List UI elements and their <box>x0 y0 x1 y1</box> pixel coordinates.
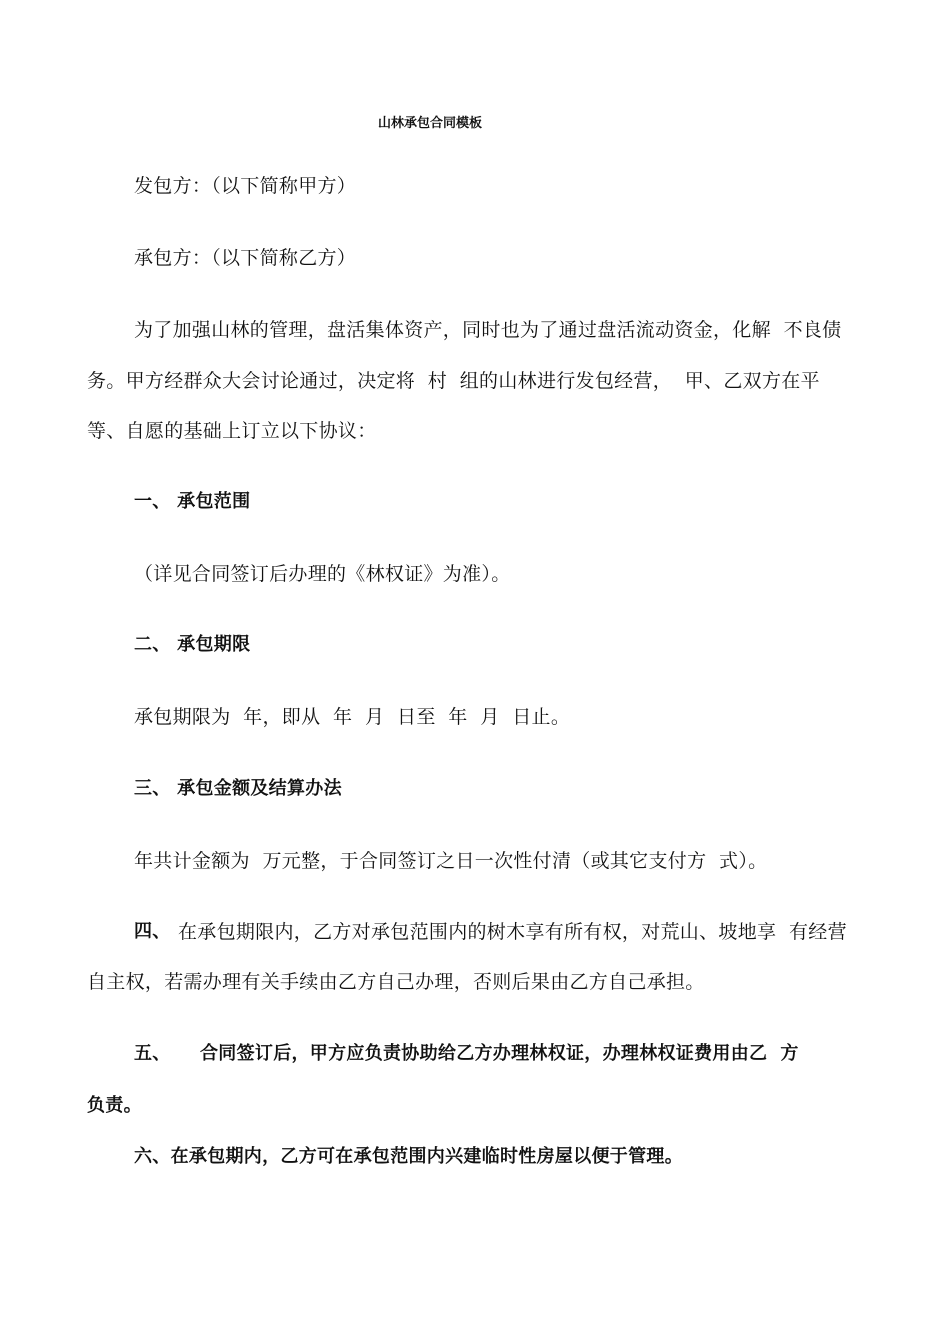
section-2-body: 承包期限为 年，即从 年 月 日至 年 月 日止。 <box>134 706 571 728</box>
party-a-line: 发包方：（以下简称甲方） <box>134 175 357 197</box>
section-5-label: 五、 <box>134 1043 171 1064</box>
section-5-line-1: 合同签订后，甲方应负责协助给乙方办理林权证，办理林权证费用由乙 方 <box>200 1043 799 1064</box>
section-6-line: 六、在承包期内，乙方可在承包范围内兴建临时性房屋以便于管理。 <box>134 1146 683 1167</box>
intro-line-2: 务。甲方经群众大会讨论通过，决定将 村 组的山林进行发包经营， 甲、乙双方在平 <box>87 370 820 392</box>
intro-line-1: 为了加强山林的管理，盘活集体资产，同时也为了通过盘活流动资金，化解 不良债 <box>134 319 842 341</box>
intro-line-3: 等、自愿的基础上订立以下协议： <box>87 420 377 442</box>
section-1-heading: 一、 承包范围 <box>134 491 251 512</box>
section-3-heading: 三、 承包金额及结算办法 <box>134 778 342 799</box>
document-title: 山林承包合同模板 <box>377 116 482 131</box>
section-3-body: 年共计金额为 万元整，于合同签订之日一次性付清（或其它支付方 式）。 <box>134 850 768 872</box>
section-2-heading: 二、 承包期限 <box>134 634 251 655</box>
section-4-line-1: 在承包期限内，乙方对承包范围内的树木享有所有权，对荒山、坡地享 有经营 <box>178 921 847 943</box>
section-5-line-2: 负责。 <box>87 1095 142 1116</box>
section-4-line-2: 自主权，若需办理有关手续由乙方自己办理，否则后果由乙方自己承担。 <box>87 971 705 993</box>
party-b-line: 承包方：（以下简称乙方） <box>134 247 357 269</box>
section-4-label: 四、 <box>134 921 171 942</box>
section-1-body: （详见合同签订后办理的《林权证》为准）。 <box>134 563 511 585</box>
